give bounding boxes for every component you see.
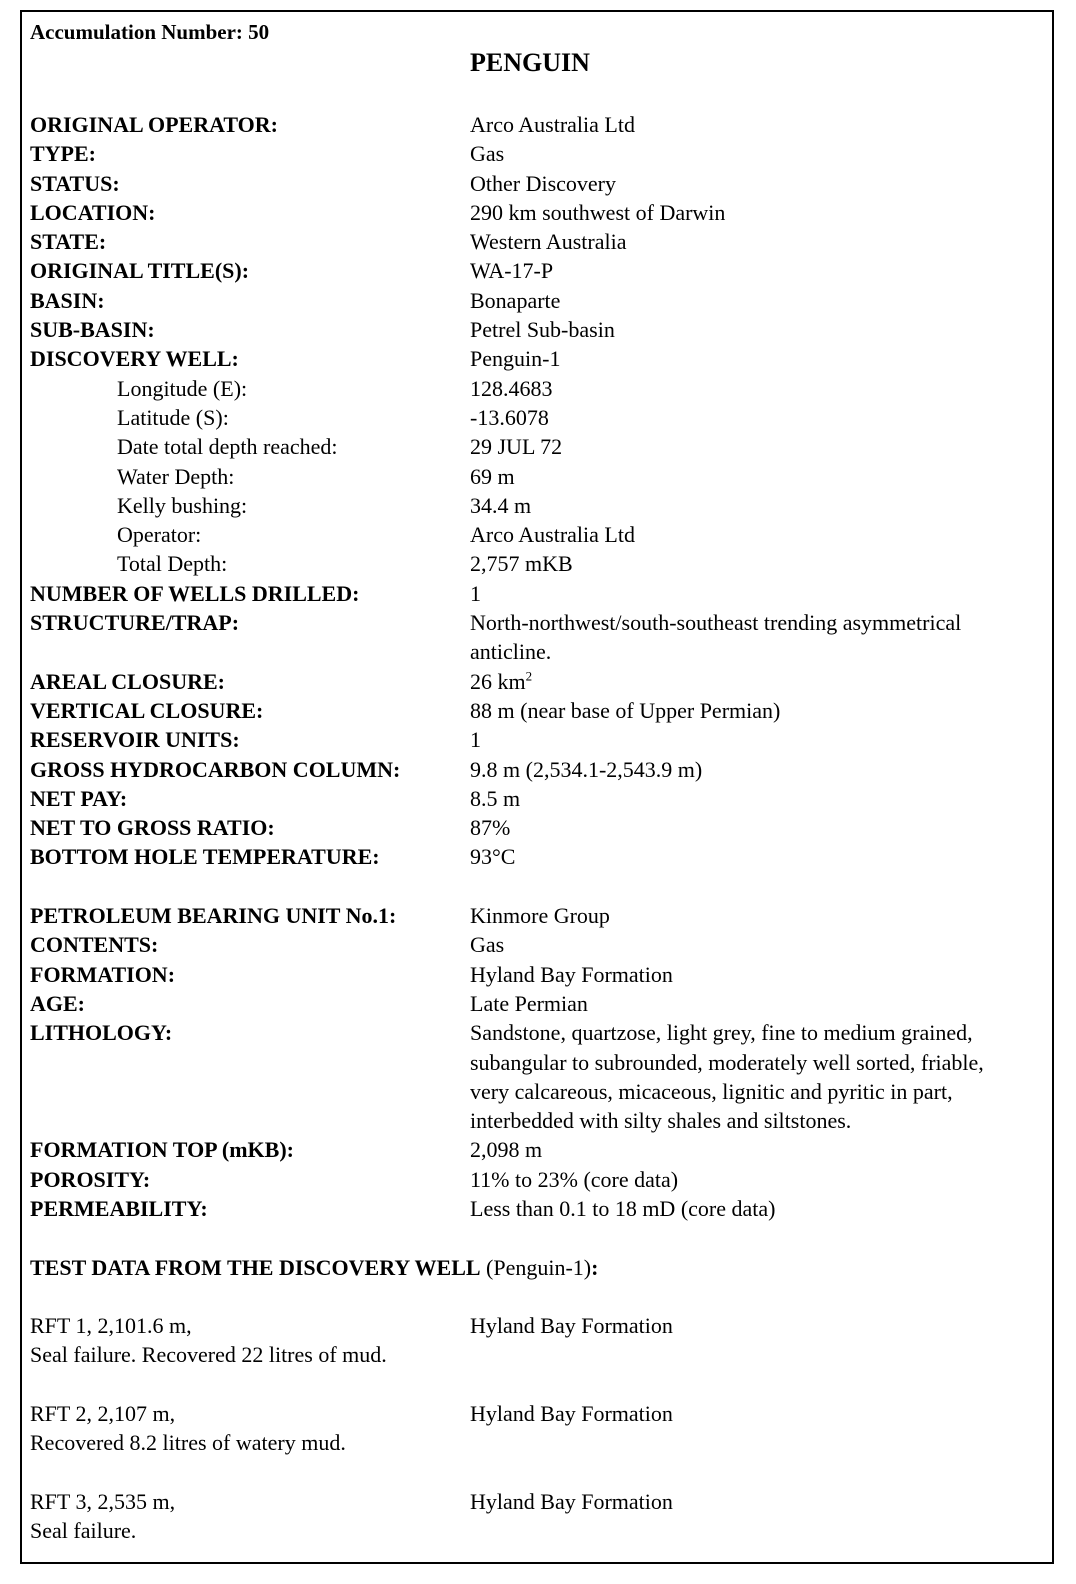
wells-drilled-label: NUMBER OF WELLS DRILLED: xyxy=(30,580,360,606)
unit-label: PETROLEUM BEARING UNIT No.1: xyxy=(30,903,397,929)
general-section xyxy=(30,110,1042,374)
well-detail-label: Operator: xyxy=(117,522,202,548)
lithology-label: LITHOLOGY: xyxy=(30,1020,173,1046)
lithology-line: Sandstone, quartzose, light grey, fine to medium grained, xyxy=(470,1020,973,1046)
info-row xyxy=(30,110,1042,139)
structure-trap-value-line2: anticline. xyxy=(470,639,552,665)
structure-trap-row-cont xyxy=(30,637,1042,666)
info-label: STATE: xyxy=(30,229,107,255)
age-row xyxy=(30,989,1042,1018)
areal-closure-label: AREAL CLOSURE: xyxy=(30,668,225,694)
test-depth: RFT 2, 2,107 m, xyxy=(30,1401,176,1427)
document-frame xyxy=(20,10,1054,1564)
net-to-gross-row xyxy=(30,813,1042,842)
test-entry xyxy=(30,1487,1042,1546)
net-pay-label: NET PAY: xyxy=(30,785,128,811)
wells-drilled-row xyxy=(30,579,1042,608)
net-pay-value: 8.5 m xyxy=(470,785,521,811)
test-formation: Hyland Bay Formation xyxy=(470,1313,673,1339)
vertical-closure-value: 88 m (near base of Upper Permian) xyxy=(470,697,781,723)
document-content xyxy=(30,18,1042,1575)
test-entry xyxy=(30,1311,1042,1370)
permeability-row xyxy=(30,1194,1042,1223)
test-data-heading: TEST DATA FROM THE DISCOVERY WELL (Penguin-1): xyxy=(30,1254,599,1280)
accumulation-number: Accumulation Number: 50 xyxy=(30,20,270,44)
areal-closure-value: 26 $km^2$ xyxy=(470,668,533,694)
petroleum-unit-section xyxy=(30,901,1042,1223)
well-detail-value: 29 JUL 72 xyxy=(470,434,563,460)
lithology-line: very calcareous, micaceous, lignitic and pyritic in part, xyxy=(470,1078,953,1104)
wells-drilled-value: 1 xyxy=(470,580,481,606)
info-label: TYPE: xyxy=(30,141,96,167)
info-value: Other Discovery xyxy=(470,170,617,196)
test-entry xyxy=(30,1399,1042,1458)
reservoir-units-row xyxy=(30,725,1042,754)
info-label: DISCOVERY WELL: xyxy=(30,346,239,372)
structure-section xyxy=(30,579,1042,872)
well-detail-row xyxy=(30,491,1042,520)
well-detail-row xyxy=(30,462,1042,491)
well-detail-value: -13.6078 xyxy=(470,404,549,430)
well-detail-value: 34.4 m xyxy=(470,492,532,518)
vertical-closure-label: VERTICAL CLOSURE: xyxy=(30,697,264,723)
bottom-hole-temp-value: 93°C xyxy=(470,844,516,870)
bottom-hole-temp-label: BOTTOM HOLE TEMPERATURE: xyxy=(30,844,380,870)
gross-column-value: 9.8 m (2,534.1-2,543.9 m) xyxy=(470,756,703,782)
info-label: BASIN: xyxy=(30,287,105,313)
well-detail-label: Water Depth: xyxy=(117,463,235,489)
structure-trap-value-line1: North-northwest/south-southeast trending asymmetrical xyxy=(470,610,962,636)
net-to-gross-value: 87% xyxy=(470,815,511,841)
well-detail-label: Longitude (E): xyxy=(117,375,248,401)
net-to-gross-label: NET TO GROSS RATIO: xyxy=(30,815,275,841)
well-detail-label: Date total depth reached: xyxy=(117,434,338,460)
info-value: 290 km southwest of Darwin xyxy=(470,199,726,225)
well-detail-label: Kelly bushing: xyxy=(117,492,248,518)
lithology-value xyxy=(470,1018,1042,1135)
well-detail-label: Total Depth: xyxy=(117,551,228,577)
reservoir-units-label: RESERVOIR UNITS: xyxy=(30,727,240,753)
areal-closure-row xyxy=(30,667,1042,696)
lithology-line: interbedded with silty shales and siltstones. xyxy=(470,1108,852,1134)
contents-row xyxy=(30,930,1042,959)
info-value: Bonaparte xyxy=(470,287,561,313)
test-formation: Hyland Bay Formation xyxy=(470,1401,673,1427)
info-value: Gas xyxy=(470,141,505,167)
well-detail-row xyxy=(30,432,1042,461)
info-value: WA-17-P xyxy=(470,258,554,284)
info-value: Penguin-1 xyxy=(470,346,561,372)
well-detail-row xyxy=(30,549,1042,578)
info-label: LOCATION: xyxy=(30,199,156,225)
contents-label: CONTENTS: xyxy=(30,932,159,958)
field-title: PENGUIN xyxy=(470,48,590,77)
vertical-closure-row xyxy=(30,696,1042,725)
lithology-row xyxy=(30,1018,1042,1135)
contents-value: Gas xyxy=(470,932,505,958)
permeability-value: Less than 0.1 to 18 mD (core data) xyxy=(470,1195,776,1221)
well-detail-value: 69 m xyxy=(470,463,515,489)
net-pay-row xyxy=(30,784,1042,813)
well-detail-value: Arco Australia Ltd xyxy=(470,522,635,548)
info-label: ORIGINAL TITLE(S): xyxy=(30,258,250,284)
well-detail-row xyxy=(30,374,1042,403)
test-depth: RFT 3, 2,535 m, xyxy=(30,1488,176,1514)
porosity-value: 11% to 23% (core data) xyxy=(470,1166,679,1192)
well-detail-value: 2,757 mKB xyxy=(470,551,573,577)
info-row xyxy=(30,198,1042,227)
well-detail-row xyxy=(30,520,1042,549)
test-formation: Hyland Bay Formation xyxy=(470,1488,673,1514)
structure-trap-label: STRUCTURE/TRAP: xyxy=(30,610,240,636)
age-label: AGE: xyxy=(30,990,85,1016)
gross-column-row xyxy=(30,755,1042,784)
structure-trap-row xyxy=(30,608,1042,637)
reservoir-units-value: 1 xyxy=(470,727,481,753)
lithology-line: subangular to subrounded, moderately well sorted, friable, xyxy=(470,1049,984,1075)
unit-row xyxy=(30,901,1042,930)
info-row xyxy=(30,315,1042,344)
test-depth: RFT 1, 2,101.6 m, xyxy=(30,1313,192,1339)
well-detail-value: 128.4683 xyxy=(470,375,553,401)
formation-top-value: 2,098 m xyxy=(470,1137,543,1163)
bottom-hole-temp-row xyxy=(30,842,1042,871)
test-result: Recovered 8.2 litres of watery mud. xyxy=(30,1430,346,1456)
info-row xyxy=(30,286,1042,315)
gross-column-label: GROSS HYDROCARBON COLUMN: xyxy=(30,756,401,782)
info-label: ORIGINAL OPERATOR: xyxy=(30,112,278,137)
superscript-2: 2 xyxy=(525,668,533,684)
test-result: Seal failure. Recovered 22 litres of mud. xyxy=(30,1342,387,1368)
info-value: Western Australia xyxy=(470,229,627,255)
well-detail-row xyxy=(30,403,1042,432)
info-label: STATUS: xyxy=(30,170,120,196)
info-row xyxy=(30,169,1042,198)
unit-value: Kinmore Group xyxy=(470,903,610,929)
age-value: Late Permian xyxy=(470,990,588,1016)
test-data-section xyxy=(30,1253,1042,1546)
formation-label: FORMATION: xyxy=(30,961,176,987)
info-value: Arco Australia Ltd xyxy=(470,112,635,137)
porosity-row xyxy=(30,1165,1042,1194)
discovery-well-details xyxy=(30,374,1042,579)
formation-row xyxy=(30,960,1042,989)
formation-top-row xyxy=(30,1135,1042,1164)
test-result: Seal failure. xyxy=(30,1518,137,1544)
info-row xyxy=(30,344,1042,373)
info-label: SUB-BASIN: xyxy=(30,317,155,343)
info-row xyxy=(30,139,1042,168)
well-detail-label: Latitude (S): xyxy=(117,404,229,430)
permeability-label: PERMEABILITY: xyxy=(30,1195,208,1221)
formation-value: Hyland Bay Formation xyxy=(470,961,673,987)
info-row xyxy=(30,256,1042,285)
porosity-label: POROSITY: xyxy=(30,1166,151,1192)
info-row xyxy=(30,227,1042,256)
formation-top-label: FORMATION TOP (mKB): xyxy=(30,1137,294,1163)
info-value: Petrel Sub-basin xyxy=(470,317,615,343)
